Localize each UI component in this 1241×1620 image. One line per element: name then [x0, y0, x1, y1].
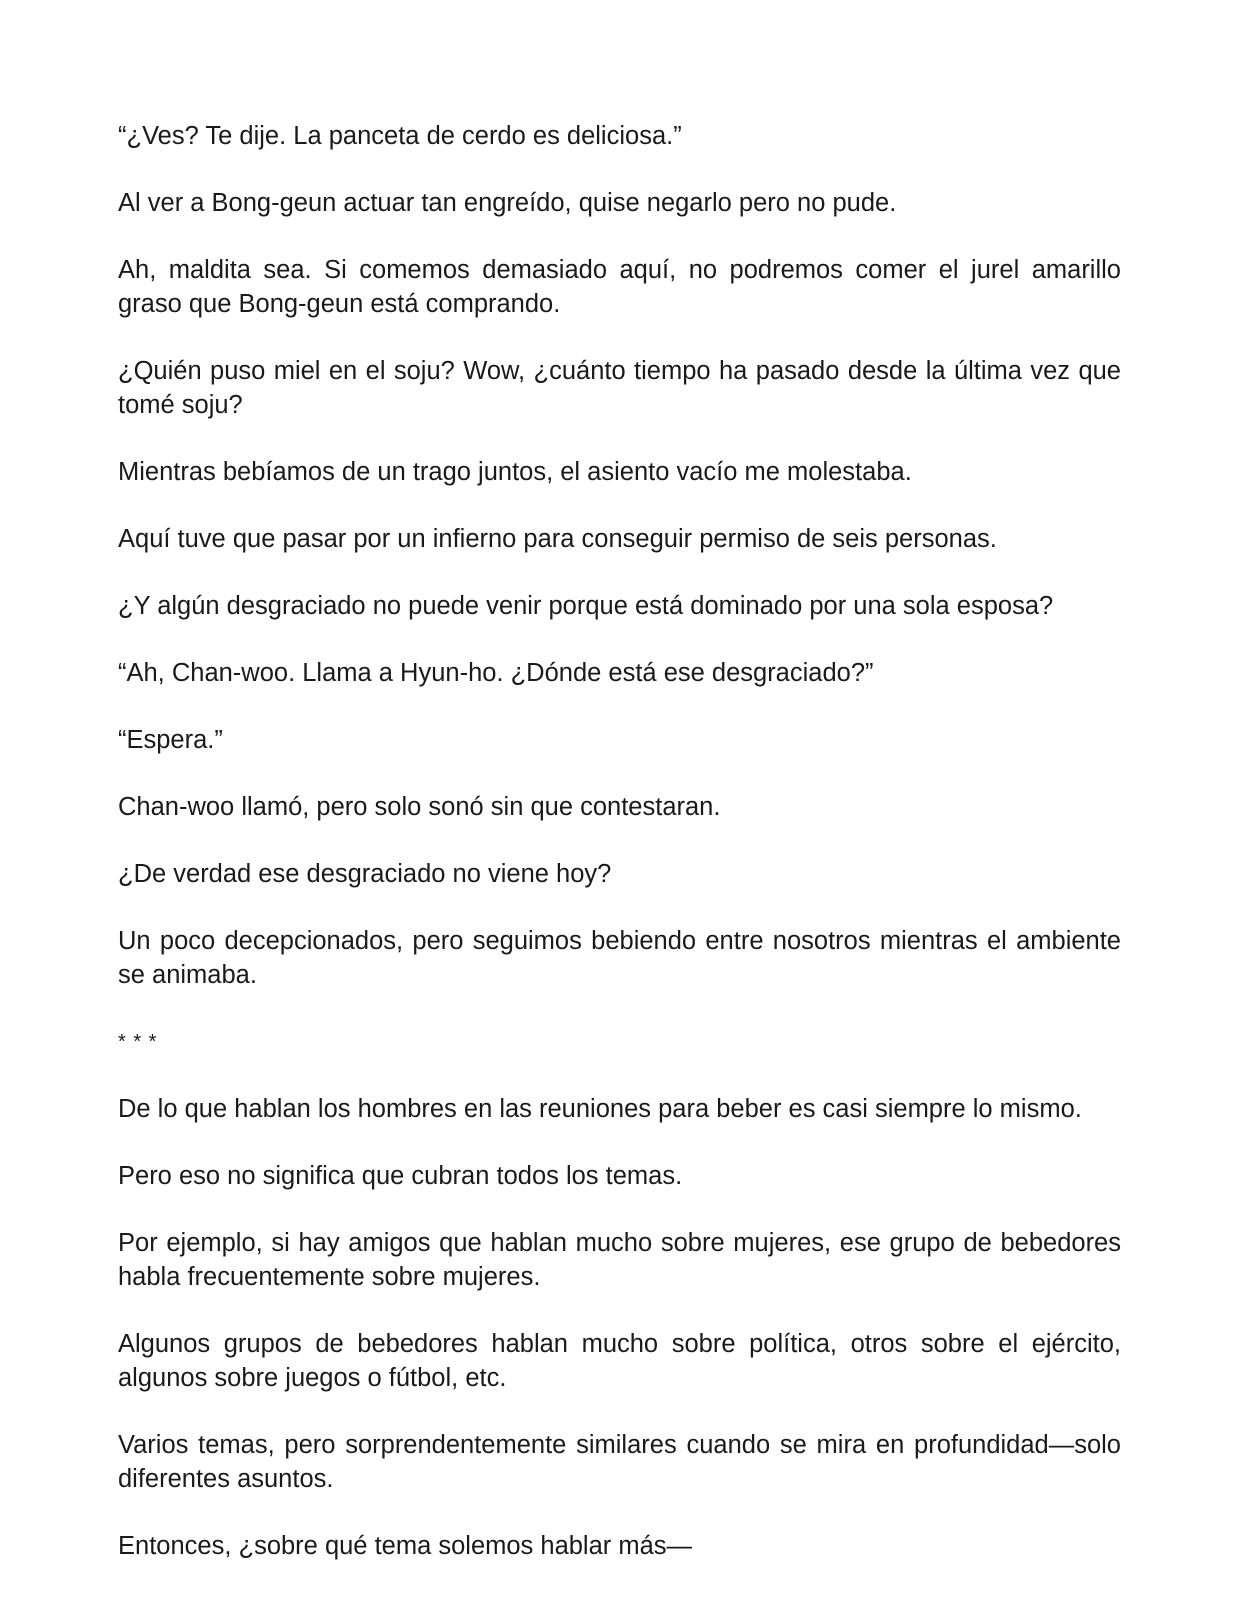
paragraph-17: Varios temas, pero sorprendentemente similares cuando se mira en profundidad—solo diferentes asuntos.	[118, 1431, 1121, 1493]
paragraph-8: “Ah, Chan-woo. Llama a Hyun-ho. ¿Dónde está ese desgraciado?”	[118, 659, 874, 687]
paragraph-18: Entonces, ¿sobre qué tema solemos hablar más—	[118, 1532, 693, 1560]
scene-separator: * * *	[118, 1031, 158, 1053]
paragraph-13: De lo que hablan los hombres en las reuniones para beber es casi siempre lo mismo.	[118, 1095, 1082, 1123]
paragraph-7: ¿Y algún desgraciado no puede venir porque está dominado por una sola esposa?	[118, 592, 1054, 620]
paragraph-15: Por ejemplo, si hay amigos que hablan mucho sobre mujeres, ese grupo de bebedores habla frecuentemente sobre mujeres.	[118, 1229, 1121, 1291]
document-body	[118, 119, 1121, 1596]
paragraph-10: Chan-woo llamó, pero solo sonó sin que contestaran.	[118, 793, 721, 821]
paragraph-4: ¿Quién puso miel en el soju? Wow, ¿cuánto tiempo ha pasado desde la última vez que tomé soju?	[118, 357, 1121, 419]
paragraph-5: Mientras bebíamos de un trago juntos, el asiento vacío me molestaba.	[118, 458, 912, 486]
paragraph-3: Ah, maldita sea. Si comemos demasiado aquí, no podremos comer el jurel amarillo graso que Bong-geun está comprando.	[118, 256, 1121, 318]
paragraph-14: Pero eso no significa que cubran todos los temas.	[118, 1162, 683, 1190]
paragraph-1: “¿Ves? Te dije. La panceta de cerdo es deliciosa.”	[118, 122, 682, 150]
paragraph-6: Aquí tuve que pasar por un infierno para conseguir permiso de seis personas.	[118, 525, 997, 553]
paragraph-2: Al ver a Bong-geun actuar tan engreído, quise negarlo pero no pude.	[118, 189, 897, 217]
paragraph-11: ¿De verdad ese desgraciado no viene hoy?	[118, 860, 612, 888]
paragraph-12: Un poco decepcionados, pero seguimos bebiendo entre nosotros mientras el ambiente se animaba.	[118, 927, 1121, 989]
paragraph-16: Algunos grupos de bebedores hablan mucho sobre política, otros sobre el ejército, algunos sobre juegos o fútbol, etc.	[118, 1330, 1121, 1392]
paragraph-9: “Espera.”	[118, 726, 223, 754]
